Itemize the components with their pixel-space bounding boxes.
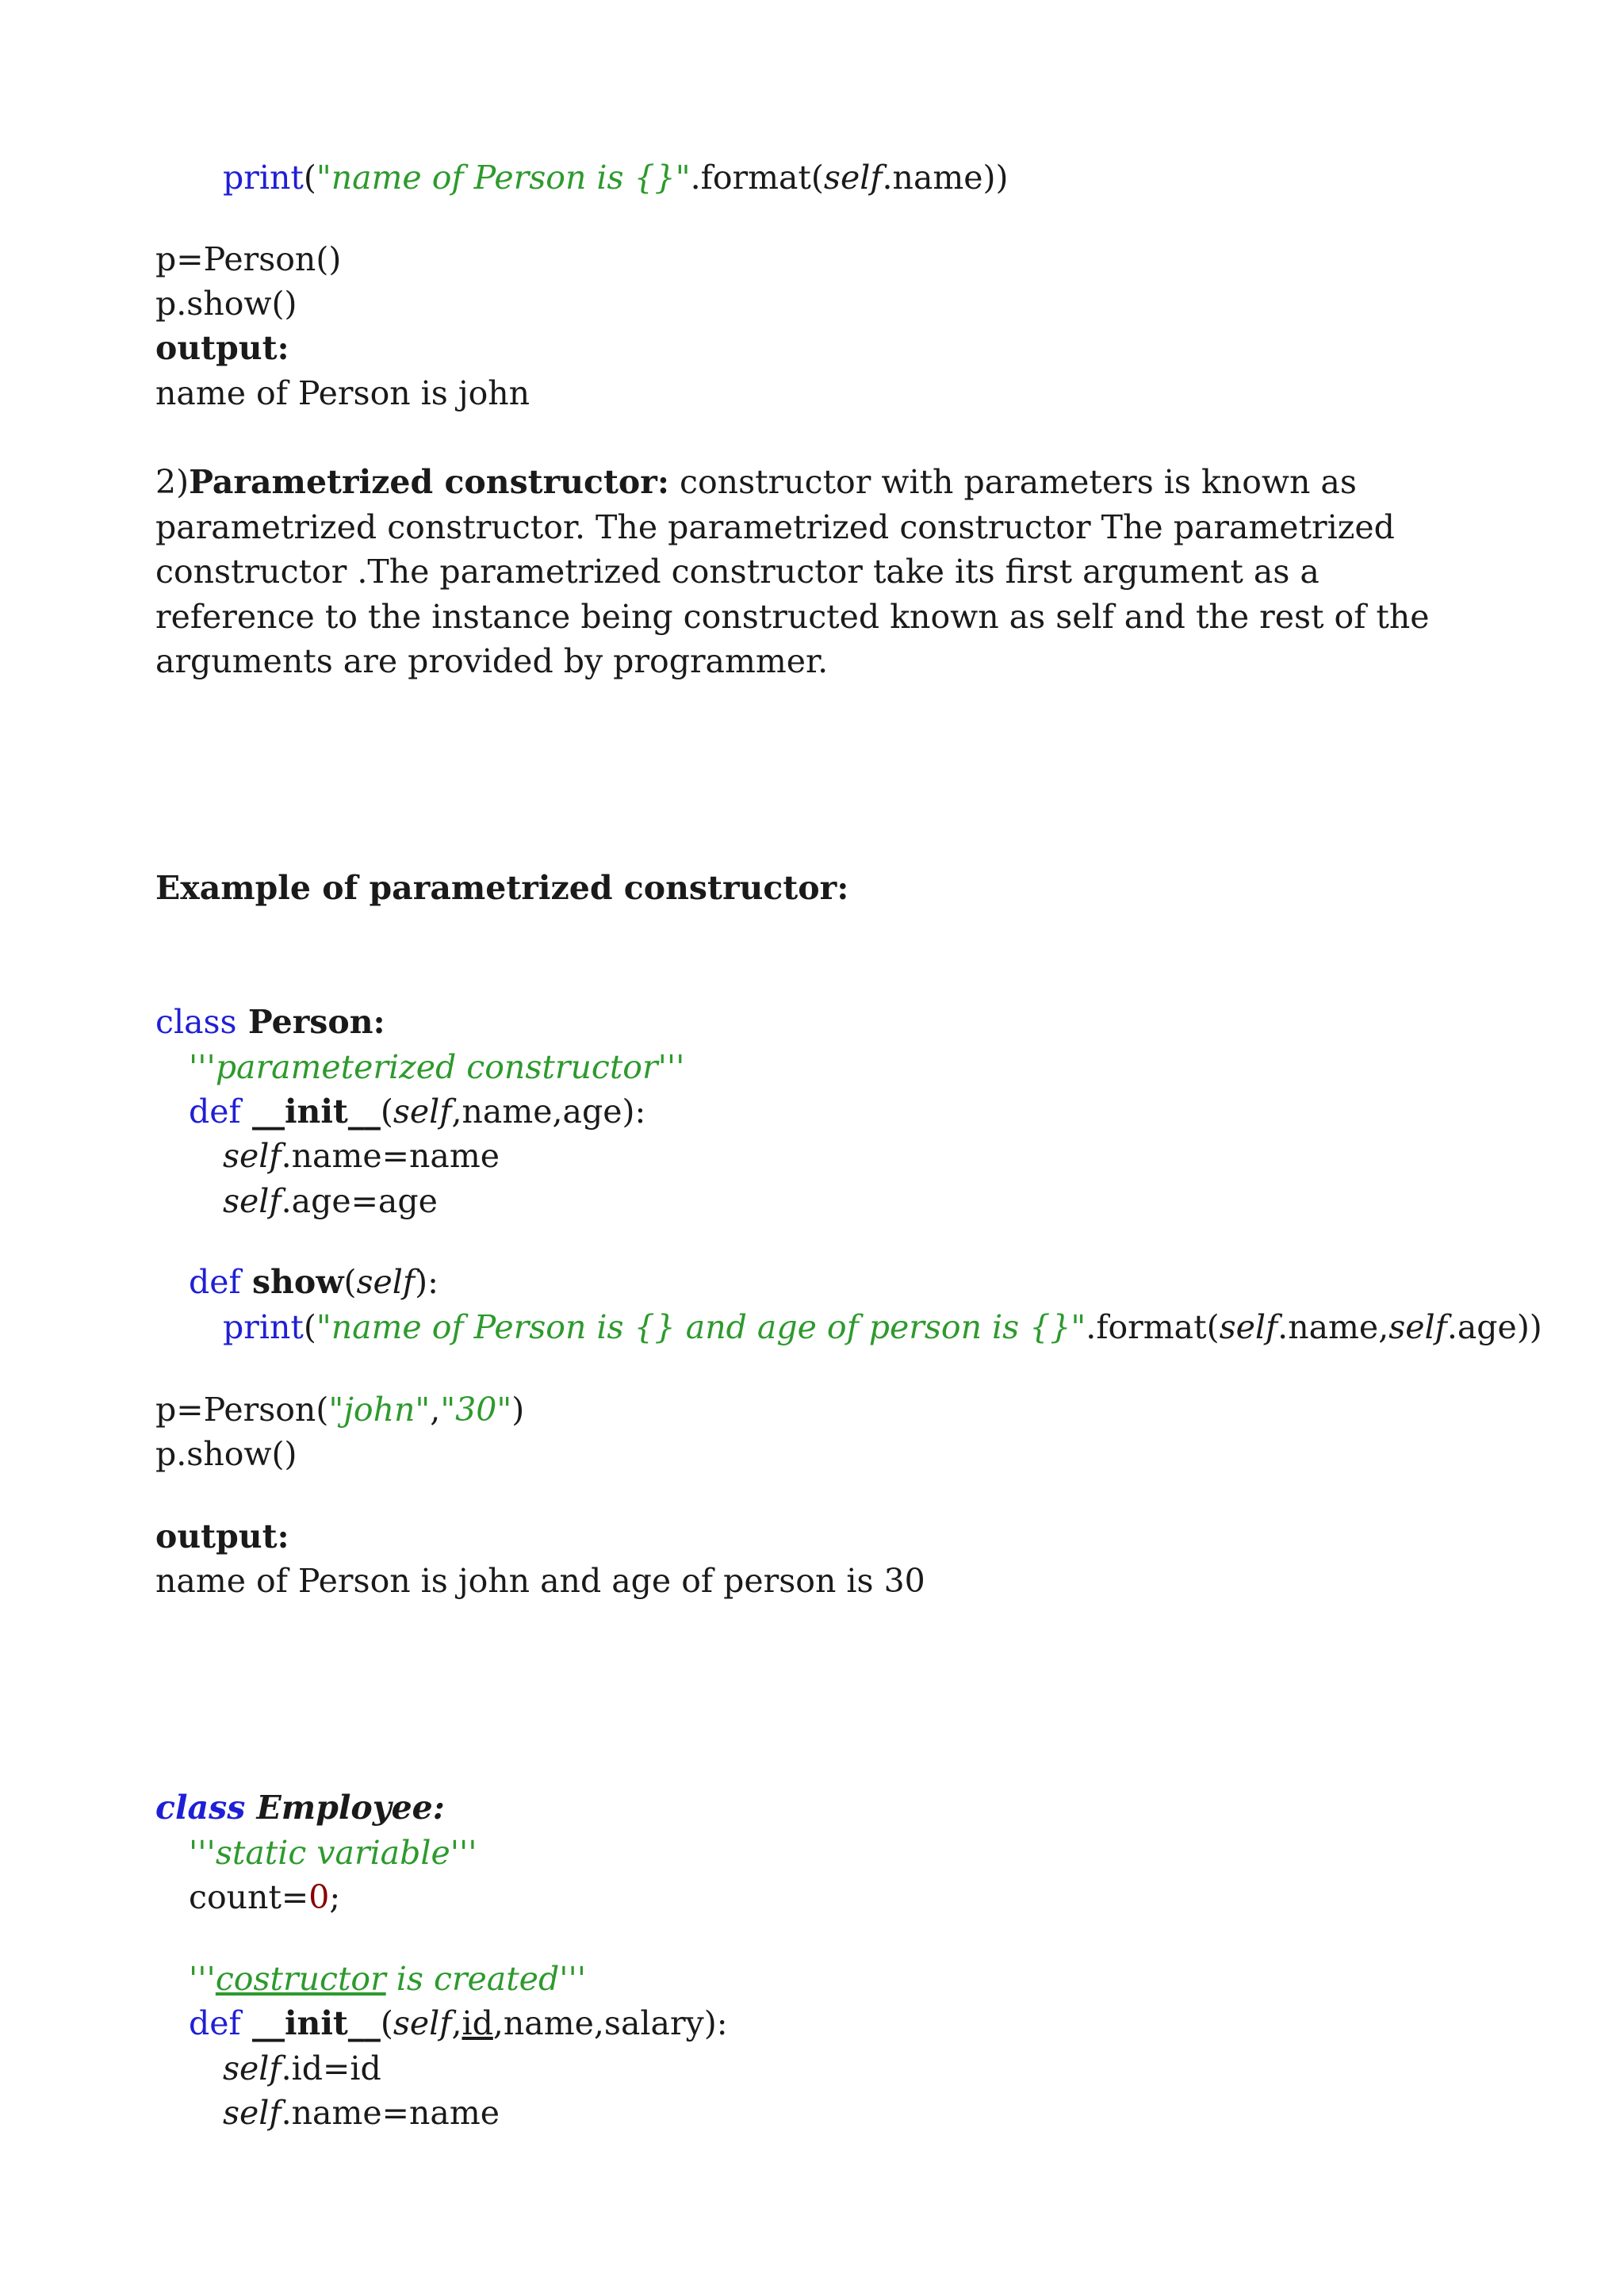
code-instantiate-args: p=Person("john","30"): [155, 1391, 525, 1429]
code-def-init-employee: def __init__(self,id,name,salary):: [189, 2004, 728, 2042]
section-title: Parametrized constructor:: [189, 463, 669, 501]
code-count-var: count=0;: [189, 1878, 341, 1916]
def-keyword: def: [189, 1263, 241, 1301]
class-keyword: class: [155, 1003, 237, 1041]
parametrized-constructor-paragraph: 2)Parametrized constructor: constructor with parameters is known as parametrized constructor. The parametrized constructor The parametrized constructor .The parametrized constructor take its first argument as a reference to the instance being constructed known as self and the rest of the arguments are provided by programmer.: [155, 463, 1430, 680]
code-def-show: def show(self):: [189, 1263, 439, 1301]
code-show-call-2: p.show(): [155, 1435, 297, 1473]
output-label: output:: [155, 329, 289, 367]
code-class-employee: class Employee:: [155, 1789, 445, 1827]
code-assign-name: self.name=name: [223, 1137, 500, 1175]
def-keyword: def: [189, 1093, 241, 1131]
example-heading: Example of parametrized constructor:: [155, 869, 849, 907]
code-def-init: def __init__(self,name,age):: [189, 1093, 646, 1131]
code-assign-id: self.id=id: [223, 2049, 381, 2087]
code-print-name-age: print("name of Person is {} and age of person is {}".format(self.name,self.age)): [223, 1308, 1542, 1346]
output-text: name of Person is john: [155, 374, 530, 412]
code-docstring: '''parameterized constructor''': [189, 1048, 685, 1086]
code-class-person: class Person:: [155, 1003, 385, 1041]
output-label-2: output:: [155, 1517, 289, 1556]
code-docstring-static: '''static variable''': [189, 1834, 477, 1872]
code-assign-age: self.age=age: [223, 1182, 438, 1220]
code-assign-name-employee: self.name=name: [223, 2094, 500, 2132]
code-line-show-call: p.show(): [155, 285, 297, 323]
def-keyword: def: [189, 2004, 241, 2042]
string-literal: "name of Person is {}": [316, 159, 691, 197]
print-keyword: print: [223, 159, 304, 197]
print-keyword: print: [223, 1308, 304, 1346]
code-docstring-constructor: '''costructor is created''': [189, 1960, 587, 1998]
code-line-instantiate: p=Person(): [155, 240, 342, 278]
class-keyword: class: [155, 1789, 246, 1827]
output-text-2: name of Person is john and age of person is 30: [155, 1562, 925, 1600]
code-line-print-name: print("name of Person is {}".format(self.name)): [223, 159, 1009, 197]
